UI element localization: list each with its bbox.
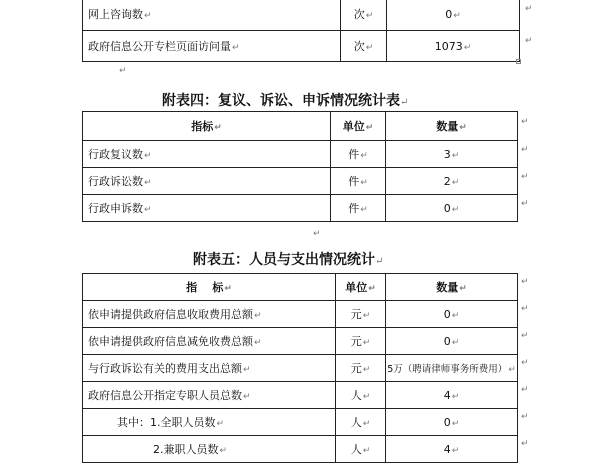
paragraph-mark: ↵ bbox=[521, 172, 529, 182]
unit-cell: 元↵ bbox=[336, 328, 386, 355]
table-row bbox=[83, 355, 518, 382]
indicator-cell: 2.兼职人员数↵ bbox=[83, 436, 336, 463]
indicator-cell: 依申请提供政府信息减免收费总额↵ bbox=[83, 328, 336, 355]
table-header-row bbox=[83, 274, 518, 301]
paragraph-mark: ↵ bbox=[525, 36, 533, 46]
paragraph-mark: ↵ bbox=[521, 439, 529, 449]
value-cell: 4↵ bbox=[386, 436, 518, 463]
indicator-cell: 网上咨询数↵ bbox=[83, 0, 341, 31]
paragraph-mark: ↵ bbox=[521, 331, 529, 341]
value-cell: 0↵ bbox=[386, 301, 518, 328]
indicator-cell: 行政诉讼数↵ bbox=[83, 168, 331, 195]
paragraph-mark: ↵ bbox=[521, 304, 529, 314]
table-row bbox=[83, 195, 518, 222]
unit-cell: 人↵ bbox=[336, 436, 386, 463]
table-3-continued bbox=[82, 0, 520, 62]
table-row bbox=[83, 168, 518, 195]
indicator-cell: 依申请提供政府信息收取费用总额↵ bbox=[83, 301, 336, 328]
table-row bbox=[83, 141, 518, 168]
indicator-cell: 其中：1.全职人员数↵ bbox=[83, 409, 336, 436]
table-row bbox=[83, 301, 518, 328]
indicator-cell: 与行政诉讼有关的费用支出总额↵ bbox=[83, 355, 336, 382]
unit-cell: 件↵ bbox=[331, 195, 386, 222]
table-4-title: 附表四：复议、诉讼、申诉情况统计表↵ bbox=[162, 93, 409, 109]
column-header-indicator: 指标↵ bbox=[83, 112, 331, 141]
table-row bbox=[83, 0, 520, 31]
value-cell: 1073↵ bbox=[387, 31, 520, 62]
table-4 bbox=[82, 111, 518, 222]
table-row bbox=[83, 31, 520, 62]
paragraph-mark: ↵ bbox=[521, 277, 529, 287]
table-row bbox=[83, 409, 518, 436]
value-cell: 0↵ bbox=[386, 195, 518, 222]
table-5 bbox=[82, 273, 518, 463]
indicator-cell: 政府信息公开指定专职人员总数↵ bbox=[83, 382, 336, 409]
table-row bbox=[83, 328, 518, 355]
unit-cell: 人↵ bbox=[336, 409, 386, 436]
table-resize-handle[interactable] bbox=[516, 59, 521, 64]
value-cell: 2↵ bbox=[386, 168, 518, 195]
paragraph-mark: ↵ bbox=[119, 66, 127, 76]
paragraph-mark: ↵ bbox=[521, 412, 529, 422]
paragraph-mark: ↵ bbox=[525, 4, 533, 14]
paragraph-mark: ↵ bbox=[521, 145, 529, 155]
table-5-title: 附表五：人员与支出情况统计↵ bbox=[193, 252, 384, 268]
value-cell: 3↵ bbox=[386, 141, 518, 168]
column-header-unit: 单位↵ bbox=[336, 274, 386, 301]
value-cell: 0↵ bbox=[386, 409, 518, 436]
value-cell: 0↵ bbox=[386, 328, 518, 355]
table-header-row bbox=[83, 112, 518, 141]
unit-cell: 件↵ bbox=[331, 168, 386, 195]
unit-cell: 人↵ bbox=[336, 382, 386, 409]
unit-cell: 次↵ bbox=[341, 0, 387, 31]
unit-cell: 元↵ bbox=[336, 355, 386, 382]
column-header-unit: 单位↵ bbox=[331, 112, 386, 141]
unit-cell: 次↵ bbox=[341, 31, 387, 62]
unit-cell: 元↵ bbox=[336, 301, 386, 328]
column-header-value: 数量↵ bbox=[386, 274, 518, 301]
table-row bbox=[83, 382, 518, 409]
paragraph-mark: ↵ bbox=[521, 117, 529, 127]
value-cell: 5万（聘请律师事务所费用）↵ bbox=[386, 355, 518, 382]
paragraph-mark: ↵ bbox=[521, 358, 529, 368]
value-cell: 0↵ bbox=[387, 0, 520, 31]
indicator-cell: 行政复议数↵ bbox=[83, 141, 331, 168]
value-cell: 4↵ bbox=[386, 382, 518, 409]
paragraph-mark: ↵ bbox=[521, 199, 529, 209]
unit-cell: 件↵ bbox=[331, 141, 386, 168]
paragraph-mark: ↵ bbox=[521, 385, 529, 395]
column-header-value: 数量↵ bbox=[386, 112, 518, 141]
column-header-indicator: 指 标↵ bbox=[83, 274, 336, 301]
indicator-cell: 政府信息公开专栏页面访问量↵ bbox=[83, 31, 341, 62]
indicator-cell: 行政申诉数↵ bbox=[83, 195, 331, 222]
table-row bbox=[83, 436, 518, 463]
paragraph-mark: ↵ bbox=[313, 229, 321, 239]
